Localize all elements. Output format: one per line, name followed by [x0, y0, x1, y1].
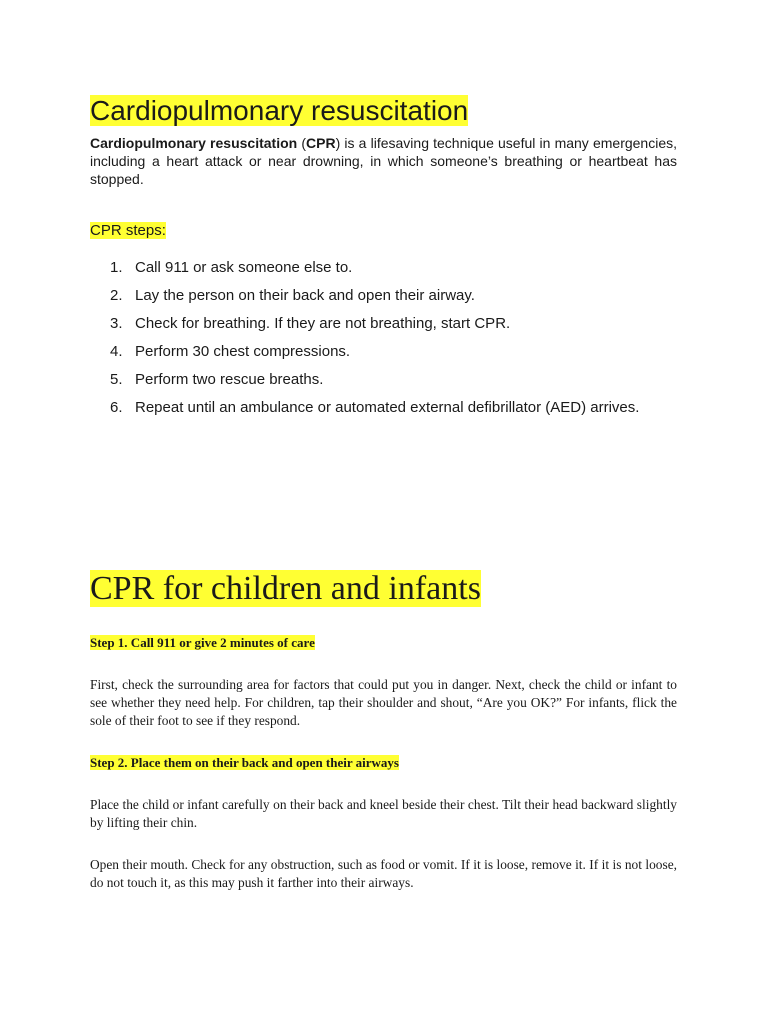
- step2-heading-text: Step 2. Place them on their back and open their airways: [90, 755, 399, 770]
- list-item-text: Perform 30 chest compressions.: [135, 343, 351, 360]
- list-item: [90, 286, 677, 305]
- list-item: [90, 258, 677, 277]
- section-title-children-infants: [90, 568, 481, 610]
- list-item: [90, 398, 677, 417]
- intro-rest: ) is a lifesaving technique useful in many emergencies, including a heart attack or near drowning, in which someone’s breathing or heartbeat has stopped.: [90, 135, 677, 187]
- intro-paragraph: [90, 134, 677, 188]
- list-item-number: 4.: [110, 343, 123, 360]
- list-item-text: Perform two rescue breaths.: [135, 371, 324, 388]
- list-item: [90, 370, 677, 389]
- intro-term: Cardiopulmonary resuscitation: [90, 135, 298, 151]
- list-item-text: Lay the person on their back and open their airway.: [135, 287, 475, 304]
- page-title: [90, 93, 468, 129]
- section-title-text: CPR for children and infants: [90, 570, 481, 607]
- list-item: [90, 314, 677, 333]
- page-title-text: Cardiopulmonary resuscitation: [90, 95, 469, 126]
- intro-open-paren: (: [297, 135, 307, 151]
- list-item-text: Call 911 or ask someone else to.: [135, 259, 353, 276]
- cpr-steps-list: [90, 258, 677, 426]
- step2-heading: [90, 754, 399, 772]
- list-item-text: Check for breathing. If they are not breathing, start CPR.: [135, 315, 511, 332]
- intro-abbr: CPR: [306, 135, 336, 151]
- steps-heading: [90, 221, 166, 241]
- list-item-number: 3.: [110, 315, 123, 332]
- list-item-number: 6.: [110, 399, 123, 416]
- steps-heading-text: CPR steps:: [90, 222, 166, 239]
- list-item-text: Repeat until an ambulance or automated external defibrillator (AED) arrives.: [135, 399, 640, 416]
- list-item: [90, 342, 677, 361]
- list-item-number: 2.: [110, 287, 123, 304]
- step1-paragraph: First, check the surrounding area for factors that could put you in danger. Next, check the child or infant to see whether they need help. For children, tap their shoulder and shout, “Are you OK?” For infants, flick the sole of their foot to see if they respond.: [90, 677, 677, 728]
- step1-heading: [90, 634, 315, 652]
- step1-heading-text: Step 1. Call 911 or give 2 minutes of care: [90, 635, 315, 650]
- step2-paragraph-2: Open their mouth. Check for any obstruction, such as food or vomit. If it is loose, remove it. If it is not loose, do not touch it, as this may push it farther into their airways.: [90, 857, 677, 890]
- list-item-number: 1.: [110, 259, 123, 276]
- list-item-number: 5.: [110, 371, 123, 388]
- step2-paragraph-1: Place the child or infant carefully on their back and kneel beside their chest. Tilt their head backward slightly by lifting their chin.: [90, 797, 677, 830]
